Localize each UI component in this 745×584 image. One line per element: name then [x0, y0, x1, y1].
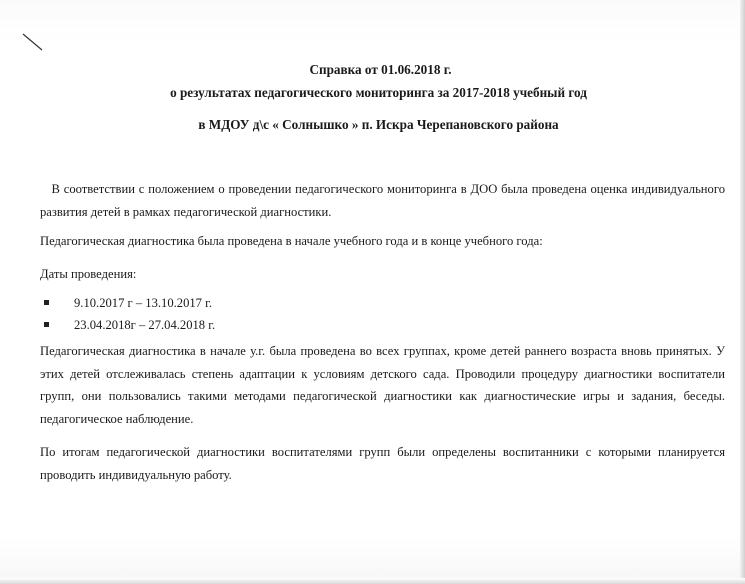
page-edge-right: [740, 0, 745, 584]
bullet-icon: [44, 322, 49, 327]
date-range: 9.10.2017 г – 13.10.2017 г.: [74, 296, 212, 310]
document-subtitle: о результатах педагогического мониторинга за 2017-2018 учебный год: [170, 85, 587, 100]
document-title: Справка от 01.06.2018 г.: [309, 62, 452, 77]
list-item: [40, 314, 215, 336]
date-range: 23.04.2018г – 27.04.2018 г.: [74, 318, 216, 332]
page-edge-bottom: [0, 578, 745, 584]
results-paragraph: По итогам педагогической диагностики воспитателями групп были определены воспитанники с которыми планируется проводить индивидуальную работу.: [40, 445, 725, 482]
document-organization: в МДОУ д\с « Солнышко » п. Искра Черепановского района: [198, 117, 559, 132]
dates-label: Даты проведения:: [40, 267, 137, 281]
methods-paragraph: Педагогическая диагностика в начале у.г. была проведена во всех группах, кроме детей раннего возраста вновь принятых. У этих детей отслеживалась степень адаптации к условиям детского сада. Проводили процедуру диагностики воспитатели групп, они пользовались такими методами педагогической диагностики как диагностические игры и задания, беседы. педагогическое наблюдение.: [40, 344, 725, 426]
scan-mark: [22, 33, 46, 53]
list-item: [40, 292, 215, 314]
diagnostics-paragraph: Педагогическая диагностика была проведена в начале учебного года и в конце учебного года:: [40, 234, 543, 248]
intro-paragraph: В соответствии с положением о проведении педагогического мониторинга в ДОО была проведена оценка индивидуального развития детей в рамках педагогической диагностики.: [40, 182, 729, 219]
bullet-icon: [44, 300, 49, 305]
dates-list: [40, 292, 215, 336]
